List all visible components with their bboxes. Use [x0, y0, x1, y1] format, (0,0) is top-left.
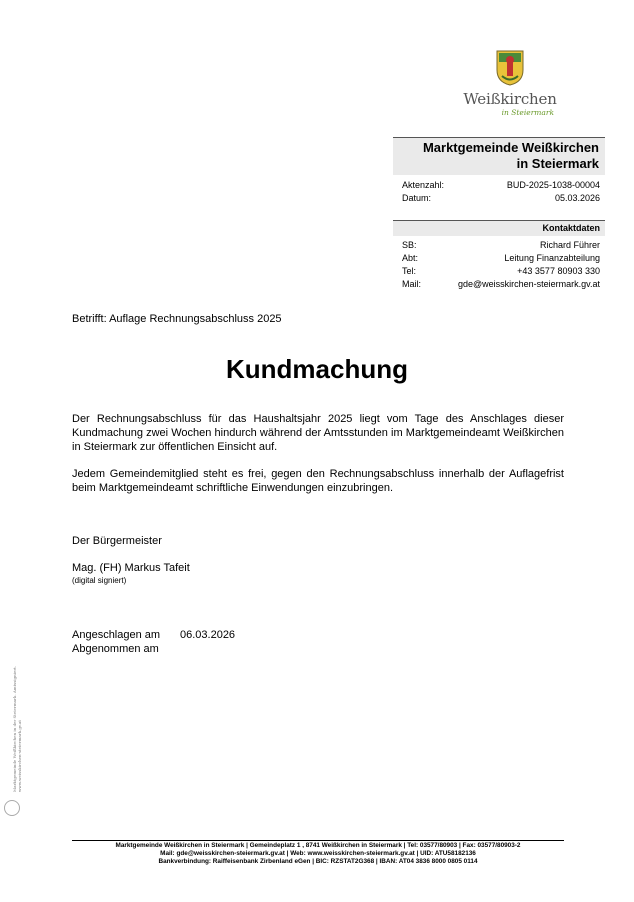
- side-note-line1: Marktgemeinde Weißkirchen in der Steiermark. Amtssigniert.: [12, 665, 17, 792]
- footer-line: Mail: gde@weisskirchen-steiermark.gv.at | Web: www.weisskirchen-steiermark.gv.at | UID: ATU58182136: [160, 850, 476, 857]
- contact-email-link[interactable]: gde@weisskirchen-steiermark.gv.at: [457, 279, 600, 289]
- contact-label: Tel:: [402, 266, 417, 276]
- signatory-role: Der Bürgermeister: [72, 535, 162, 547]
- posting-dates: [72, 628, 235, 656]
- removed-label: Abgenommen am: [72, 643, 159, 655]
- signature-note: (digital signiert): [72, 576, 127, 585]
- body-paragraph: Jedem Gemeindemitglied steht es frei, gegen den Rechnungsabschluss innerhalb der Auflagefrist beim Marktgemeindeamt schriftliche Einwendungen einzubringen.: [72, 468, 564, 494]
- contact-heading: Kontaktdaten: [393, 220, 605, 236]
- body-paragraph: Der Rechnungsabschluss für das Haushaltsjahr 2025 liegt vom Tage des Anschlages dieser Kundmachung zwei Wochen hindurch während der Amtsstunden im Marktgemeindeamt Weißkirchen in Steiermark zur öffentlichen Einsicht auf.: [72, 413, 564, 453]
- file-number-label: Aktenzahl:: [402, 180, 445, 190]
- info-box-title-line1: Marktgemeinde Weißkirchen: [422, 140, 599, 155]
- side-note-text: [12, 662, 22, 792]
- side-note-line2: www.weisskirchen-steiermark.gv.at: [17, 720, 22, 792]
- posted-label: Angeschlagen am: [72, 629, 161, 641]
- contact-row: [393, 239, 605, 252]
- document-title: Kundmachung: [226, 354, 408, 384]
- info-box-title-line2: in Steiermark: [516, 156, 599, 171]
- contact-row: [393, 278, 605, 291]
- info-box-heading: [393, 137, 605, 175]
- subject-line: Betrifft: Auflage Rechnungsabschluss 2025: [72, 313, 282, 325]
- footer-line: Marktgemeinde Weißkirchen in Steiermark | Gemeindeplatz 1 , 8741 Weißkirchen in Steiermark | Tel: 03577/80903 | Fax: 03577/80903-2: [115, 842, 521, 849]
- date-value: 05.03.2026: [554, 193, 600, 203]
- contact-value: Richard Führer: [539, 240, 600, 250]
- signatory-name: Mag. (FH) Markus Tafeit: [72, 562, 190, 574]
- posted-value: 06.03.2026: [180, 629, 236, 641]
- date-label: Datum:: [402, 193, 432, 203]
- contact-value: +43 3577 80903 330: [517, 266, 600, 276]
- logo-subtitle: in Steiermark: [501, 108, 554, 117]
- date-row: [393, 192, 605, 205]
- seal-icon: [4, 800, 20, 816]
- contact-value: Leitung Finanzabteilung: [504, 253, 600, 263]
- file-number-value: BUD-2025-1038-00004: [506, 180, 600, 190]
- municipality-logo: [458, 50, 562, 122]
- logo-name: Weißkirchen: [463, 90, 557, 108]
- file-number-row: [393, 179, 605, 192]
- signature-side-note: [4, 662, 20, 822]
- contact-row: [393, 252, 605, 265]
- letterhead-info-box: [393, 137, 605, 291]
- contact-label: Mail:: [402, 279, 422, 289]
- contact-row: [393, 265, 605, 278]
- page-footer: [72, 840, 564, 866]
- contact-label: SB:: [402, 240, 417, 250]
- footer-line: Bankverbindung: Raiffeisenbank Zirbenland eGen | BIC: RZSTAT2G368 | IBAN: AT04 3836 8000 0805 0114: [158, 858, 478, 865]
- coat-of-arms-icon: [496, 50, 524, 86]
- contact-label: Abt:: [402, 253, 419, 263]
